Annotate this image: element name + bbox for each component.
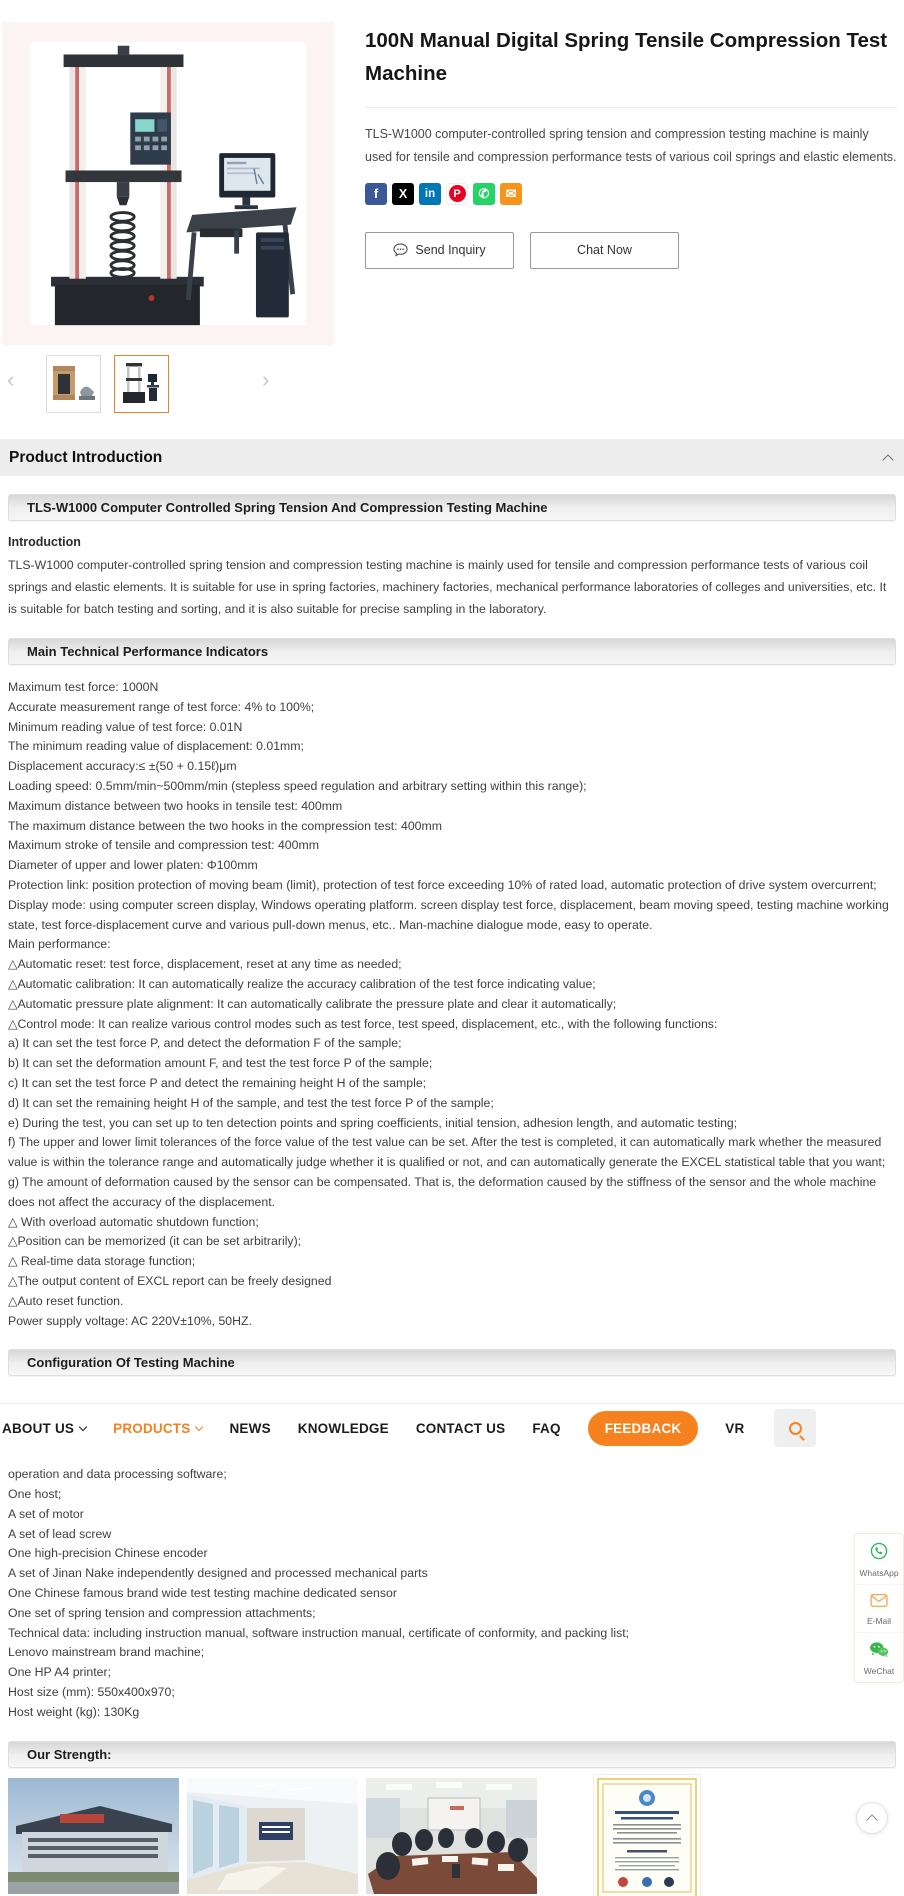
configuration-line: One high-precision Chinese encoder [8, 1546, 208, 1561]
spec-line: △Position can be memorized (it can be set arbitrarily); [8, 1234, 302, 1249]
nav-item[interactable] [588, 1411, 699, 1446]
spec-line: Minimum reading value of test force: 0.01N [8, 719, 243, 734]
chevron-up-icon [866, 1814, 877, 1825]
nav-item[interactable] [416, 1421, 506, 1436]
thumbnails-prev-icon[interactable]: ‹ [7, 367, 15, 392]
configuration-line: One set of spring tension and compression attachments; [8, 1605, 316, 1620]
spec-line: f) The upper and lower limit tolerances of the force value of the test value can be set. After the test is completed, it can automatically mark whether the measured value is within the tolerance range and automatically judge whether it is qualified or not, and can automatically generate the EXCEL statistical table that you want; [8, 1135, 886, 1170]
spec-line: Power supply voltage: AC 220V±10%, 50HZ. [8, 1313, 252, 1328]
product-main-image[interactable] [30, 42, 306, 325]
social-share-icon[interactable] [473, 183, 495, 205]
divider [365, 107, 897, 108]
introduction-heading: Introduction [8, 535, 81, 549]
social-share-icon[interactable] [419, 183, 441, 205]
spec-line: Loading speed: 0.5mm/min~500mm/min (stepless speed regulation and arbitrary setting within this range); [8, 778, 587, 793]
social-glyph: ✆ [478, 185, 490, 201]
whatsapp-icon [870, 1542, 888, 1560]
social-glyph: ✉ [505, 185, 517, 201]
strength-photos [8, 1778, 896, 1896]
spec-line: △ With overload automatic shutdown function; [8, 1214, 259, 1229]
nav-item-label: CONTACT US [415, 1420, 506, 1436]
configuration-banner [8, 1349, 896, 1376]
nav-item-label: KNOWLEDGE [297, 1420, 389, 1436]
thumbnails-next-icon[interactable]: › [262, 367, 270, 392]
product-introduction-title: Product Introduction [9, 448, 163, 466]
spec-line: △Auto reset function. [8, 1293, 124, 1308]
product-description: TLS-W1000 computer-controlled spring tension and compression testing machine is mainly used for tensile and compression performance tests of various coil springs and elastic elements. [365, 127, 897, 164]
spec-line: The minimum reading value of displacement: 0.01mm; [8, 739, 304, 754]
spec-line: Maximum stroke of tensile and compression test: 400mm [8, 838, 319, 853]
quality-certificate-photo [593, 1774, 701, 1896]
spec-line: The maximum distance between the two hooks in the compression test: 400mm [8, 818, 443, 833]
nav-item-label: NEWS [229, 1420, 271, 1436]
spec-line: Diameter of upper and lower platen: Φ100mm [8, 858, 258, 873]
spec-line: d) It can set the remaining height H of the sample, and test the test force P of the sample; [8, 1095, 494, 1110]
nav-item[interactable] [113, 1421, 202, 1436]
product-top-section [0, 0, 904, 345]
spec-line: △Automatic reset: test force, displacement, reset at any time as needed; [8, 957, 402, 972]
send-inquiry-button[interactable] [365, 232, 514, 269]
product-title: 100N Manual Digital Spring Tensile Compression Test Machine [365, 29, 888, 86]
nav-item-label: ABOUT US [2, 1420, 75, 1436]
nav-item[interactable] [229, 1421, 270, 1436]
social-glyph: f [373, 186, 379, 202]
configuration-line: Lenovo mainstream brand machine; [8, 1645, 205, 1660]
nav-item-label: FEEDBACK [604, 1420, 682, 1436]
spec-line: Protection link: position protection of moving beam (limit), protection of test force exceeding 10% of rated load, automatic protection of drive system overcurrent; [8, 877, 877, 892]
spec-line: △The output content of EXCL report can be freely designed [8, 1273, 332, 1288]
social-glyph: in [424, 187, 436, 200]
back-to-top-button[interactable] [856, 1802, 888, 1834]
configuration-line: A set of Jinan Nake independently designed and processed mechanical parts [8, 1566, 428, 1581]
chat-now-button[interactable] [530, 232, 679, 269]
social-share-row [365, 183, 897, 205]
nav-item[interactable] [298, 1421, 389, 1436]
spec-line: △ Real-time data storage function; [8, 1254, 196, 1269]
search-icon [789, 1422, 802, 1435]
configuration-content [0, 1465, 904, 1896]
strength-banner-text: Our Strength: [27, 1746, 112, 1762]
spec-line: Accurate measurement range of test force: 4% to 100%; [8, 699, 315, 714]
whatsapp-label: WhatsApp [859, 1568, 899, 1578]
test-machine-illustration [34, 39, 302, 329]
product-info-column [365, 24, 897, 269]
spec-line: b) It can set the deformation amount F, and test the test force P of the sample; [8, 1056, 433, 1071]
configuration-line: A set of lead screw [8, 1526, 112, 1541]
spec-line: e) During the test, you can set up to ten detection points and spring coefficients, initial tension, adhesion length, and automatic testing; [8, 1115, 738, 1130]
thumbnail-strip [0, 355, 904, 421]
wechat-contact[interactable] [855, 1633, 903, 1682]
social-glyph: X [398, 186, 408, 201]
search-button[interactable] [774, 1409, 816, 1447]
spec-line: g) The amount of deformation caused by the sensor can be compensated. That is, the deformation caused by the stiffness of the sensor and the whole machine does not affect the accuracy of the displacement. [8, 1174, 877, 1209]
nav-item[interactable] [532, 1421, 560, 1436]
social-share-icon[interactable] [392, 183, 414, 205]
configuration-line: Host size (mm): 550x400x970; [8, 1685, 175, 1700]
machine-thumbnail-illustration [118, 360, 166, 408]
configuration-list [8, 1465, 896, 1722]
email-icon [870, 1593, 888, 1608]
spec-line: c) It can set the test force P and detect the remaining height H of the sample; [8, 1075, 427, 1090]
spec-line: Maximum distance between two hooks in tensile test: 400mm [8, 798, 343, 813]
configuration-line: One HP A4 printer; [8, 1665, 111, 1680]
configuration-line: operation and data processing software; [8, 1467, 227, 1482]
model-banner [8, 494, 896, 521]
introduction-text: TLS-W1000 computer-controlled spring tension and compression testing machine is mainly used for tensile and compression performance tests of various coil springs and elastic elements. It is suitable for use in spring factories, machinery factories, mechanical performance laboratories of colleges and universities, etc. It is suitable for batch testing and sorting, and it is also suitable for precise sampling in the laboratory. [8, 558, 887, 616]
nav-items [2, 1411, 744, 1446]
packing-crate-illustration [50, 362, 98, 406]
spec-line: Display mode: using computer screen display, Windows operating platform. screen display test force, displacement, beam moving speed, testing machine working state, test force-displacement curve and various pull-down menus, etc.. Man-machine dialogue mode, easy to operate. [8, 897, 889, 932]
wechat-label: WeChat [863, 1666, 895, 1676]
wechat-icon [869, 1641, 889, 1658]
action-buttons [365, 232, 897, 269]
configuration-line: Host weight (kg): 130Kg [8, 1704, 140, 1719]
email-contact[interactable] [855, 1585, 903, 1633]
nav-item-label: VR [725, 1420, 745, 1436]
send-inquiry-label: Send Inquiry [415, 243, 486, 258]
indicators-banner-text: Main Technical Performance Indicators [27, 644, 269, 659]
spec-line: Displacement accuracy:≤ ±(50 + 0.15ℓ)μm [8, 759, 237, 774]
social-share-icon[interactable] [365, 183, 387, 205]
nav-item[interactable] [725, 1421, 744, 1436]
nav-item[interactable] [2, 1421, 86, 1436]
product-image-gallery [2, 22, 334, 345]
indicators-banner [8, 638, 896, 665]
strength-banner [8, 1741, 896, 1768]
model-banner-text: TLS-W1000 Computer Controlled Spring Tension And Compression Testing Machine [27, 500, 548, 515]
chat-now-label: Chat Now [577, 243, 632, 258]
spec-line: △Control mode: It can realize various control modes such as test force, test speed, displacement, etc., with the following functions: [8, 1016, 718, 1031]
collapse-chevron-icon[interactable] [882, 454, 893, 465]
factory-building-photo [8, 1778, 179, 1894]
main-navigation [0, 1403, 904, 1452]
email-label: E-Mail [866, 1616, 892, 1626]
spec-line: △Automatic calibration: It can automatically realize the accuracy calibration of the test force indicating value; [8, 976, 596, 991]
social-share-icon[interactable] [500, 183, 522, 205]
contact-float-widget [854, 1533, 904, 1683]
configuration-line: One host; [8, 1487, 62, 1502]
spec-line: a) It can set the test force P, and detect the deformation F of the sample; [8, 1036, 402, 1051]
office-corridor-photo [187, 1778, 358, 1894]
chevron-down-icon [195, 1423, 203, 1431]
configuration-line: One Chinese famous brand wide test testing machine dedicated sensor [8, 1586, 397, 1601]
spec-line: Maximum test force: 1000N [8, 680, 159, 694]
configuration-line: Technical data: including instruction manual, software instruction manual, certificate of conformity, and packing list; [8, 1625, 630, 1640]
social-share-icon[interactable] [446, 183, 468, 205]
product-introduction-content [0, 494, 904, 1376]
indicators-list [8, 678, 896, 1331]
social-glyph: P [449, 185, 466, 202]
spec-line: Main performance: [8, 937, 111, 952]
whatsapp-contact[interactable] [855, 1534, 903, 1585]
product-introduction-header[interactable] [0, 439, 904, 476]
configuration-banner-text: Configuration Of Testing Machine [27, 1355, 235, 1371]
nav-item-label: FAQ [532, 1420, 561, 1436]
nav-item-label: PRODUCTS [113, 1420, 191, 1436]
meeting-room-photo [366, 1778, 537, 1894]
thumbnail-packing[interactable] [46, 355, 101, 413]
chat-bubble-icon [393, 243, 408, 257]
thumbnail-machine-selected[interactable] [114, 355, 169, 413]
chevron-down-icon [79, 1423, 87, 1431]
configuration-line: A set of motor [8, 1506, 84, 1521]
spec-line: △Automatic pressure plate alignment: It can automatically calibrate the pressure plate and clear it automatically; [8, 996, 617, 1011]
